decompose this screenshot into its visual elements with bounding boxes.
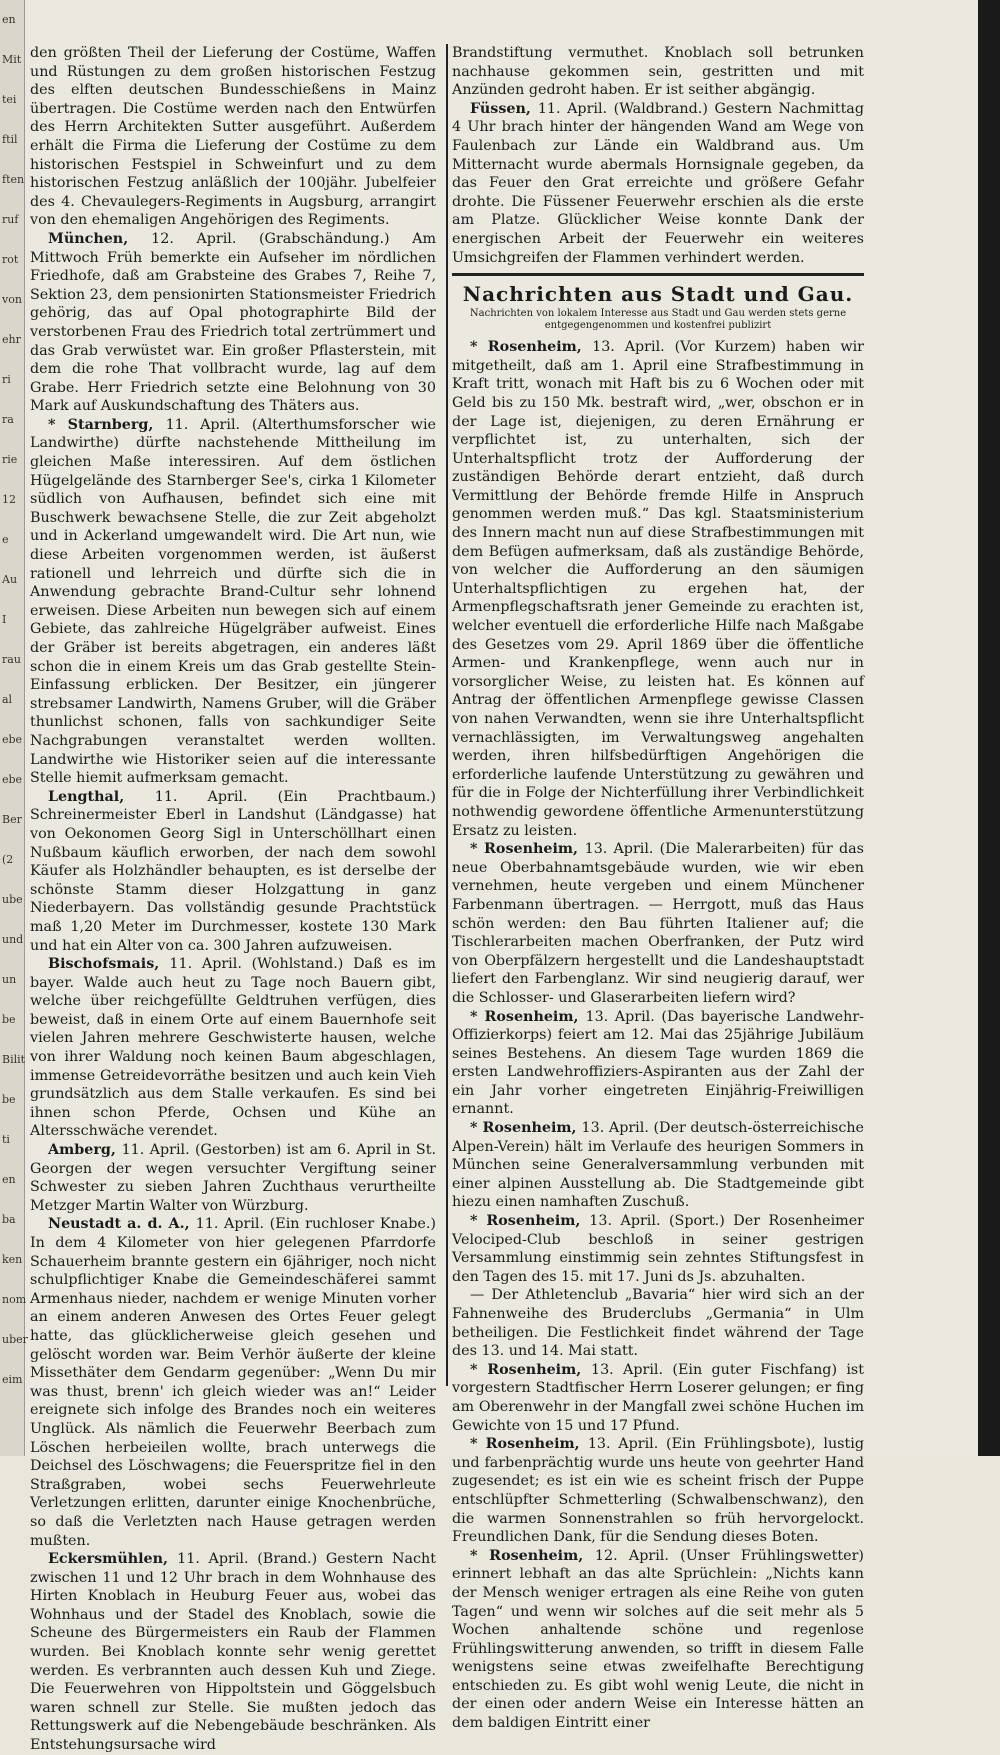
margin-fragment: rie xyxy=(2,453,18,466)
margin-fragment: ruf xyxy=(2,213,19,226)
article-text: 13. April. (Ein Frühlingsbote), lustig und farbenprächtig wurde uns heute von geehrter Hand zugesendet; es ist ein wie es scheint frisch der Puppe entschlüpfter Schmetterling (Schwalbenschwanz), den die warmen Sonnenstrahlen so früh hervorgelockt. Freundlichen Dank, für die Sendung dieses Boten. xyxy=(452,1436,864,1546)
margin-fragment: al xyxy=(2,693,13,706)
place-name: * Rosenheim, xyxy=(470,1213,590,1230)
right-article xyxy=(452,1286,864,1360)
article-text: 11. April. (Gestorben) ist am 6. April in St. Georgen der wegen versuchter Vergiftung seiner Schwester zu sieben Jahren Zuchthaus verurtheilte Metzger Martin Walter von Würzburg. xyxy=(30,1142,436,1214)
place-name: * Rosenheim, xyxy=(470,1547,595,1564)
place-name: * Rosenheim, xyxy=(470,1008,586,1025)
right-article xyxy=(452,1435,864,1547)
margin-fragment: en xyxy=(2,13,16,26)
margin-fragment: Au xyxy=(2,573,18,586)
margin-fragment: Bilit xyxy=(2,1053,26,1066)
article-text: 11. April. (Brand.) Gestern Nacht zwischen 11 und 12 Uhr brach in dem Wohnhause des Hirten Knoblach in Heuburg Feuer aus, wobei das Wohnhaus und der Stadel des Knoblach, sowie die Scheune des Bürgermeisters ein Raub der Flammen wurden. Bei Knoblach konnte sehr wenig gerettet werden. Es verbrannten auch dessen Kuh und Ziege. Die Feuerwehren von Hippoltstein und Göggelsbuch waren schnell zur Stelle. Sie mußten jedoch das Rettungswerk auf die Nebengebäude beschränken. Als Entstehungsursache wird xyxy=(30,1551,436,1754)
place-name: * Rosenheim, xyxy=(470,1436,588,1453)
adjacent-page-edge xyxy=(0,0,28,1456)
article-text: 11. April. (Waldbrand.) Gestern Nachmittag 4 Uhr brach hinter der hängenden Wand am Wege von Faulenbach zur Lände ein Waldbrand aus. Um Mitternacht wurde abermals Hornsignale gegeben, da das Feuer den Grat erreichte und größere Gefahr drohte. Die Füssener Feuerwehr erschien als die erste am Platze. Glücklicher Weise konnte Dank der energischen Arbeit der Feuerwehr ein weiteres Umsichgreifen der Flammen verhindert werden. xyxy=(452,100,864,266)
margin-fragment: ehr xyxy=(2,333,21,346)
place-name: Lengthal, xyxy=(48,788,155,805)
margin-fragment: von xyxy=(2,293,22,306)
place-name: Eckersmühlen, xyxy=(48,1551,178,1568)
margin-fragment: be xyxy=(2,1013,16,1026)
margin-fragment: Mit xyxy=(2,53,22,66)
place-name: * Starnberg, xyxy=(48,416,166,433)
article-text: 11. April. (Ein ruchloser Knabe.) In dem 4 Kilometer von hier gelegenen Pfarrdorfe Schauerheim brannte gestern ein 6jähriger, noch nicht schulpflichtiger Knabe die Gemeindeschäferei sammt Armenhaus nieder, nachdem er wenige Minuten vorher an einem anderen Anwesen des Ortes Feuer gelegt hatte, das glücklicherweise gleich gesehen und gelöscht worden war. Beim Verhör äußerte der kleine Missethäter dem Gendarm gegenüber: „Wenn Du mir was thust, brenn' ich gleich wieder was an!“ Leider ereignete sich infolge des Brandes noch ein weiteres Unglück. Als nämlich die Feuerwehr Beerbach zum Löschen herbeieilen wollte, brach unterwegs die Deichsel des Löschwagens; die Feuerspritze fiel in den Straßgraben, wobei sechs Feuerwehrleute Verletzungen erlitten, darunter einige Knochenbrüche, so daß die Verletzten nach Hause getragen werden mußten. xyxy=(30,1216,436,1549)
margin-fragment: eim xyxy=(2,1373,23,1386)
margin-fragment: e xyxy=(2,533,9,546)
section-heading-block xyxy=(452,273,864,332)
margin-fragment: ti xyxy=(2,1133,10,1146)
article-text: Brandstiftung vermuthet. Knoblach soll betrunken nachhause gekommen sein, gestritten und mit Anzünden gedroht haben. Er ist seither abgängig. xyxy=(452,45,864,99)
section-note: Nachrichten von lokalem Interesse aus Stadt und Gau werden stets gerne entgegengenommen und kostenfrei publizirt xyxy=(469,308,847,332)
article-text: 13. April. (Ein guter Fischfang) ist vorgestern Stadtfischer Herrn Loserer gelungen; er fing am Oberenwehr in der Mangfall zwei schöne Huchen im Gewichte von 15 und 17 Pfund. xyxy=(452,1361,864,1434)
right-article xyxy=(452,1361,864,1435)
left-article xyxy=(30,416,436,788)
left-article xyxy=(30,955,436,1141)
right-article xyxy=(452,1119,864,1212)
margin-fragment: ube xyxy=(2,893,23,906)
right-column-top xyxy=(452,44,864,267)
article-text: den größten Theil der Lieferung der Costüme, Waffen und Rüstungen zu dem großen historischen Festzug des elften deutschen Bundesschießens in Mainz übertragen. Die Costüme werden nach den Entwürfen des Herrn Architekten Sutter ausgeführt. Außerdem erhält die Firma die Lieferung der Costüme zu dem historischen Festspiel in Schweinfurt und zu dem historischen Festzug anläßlich der 100jähr. Jubelfeier des 4. Chevaulegers-Regiments in Augsburg, arrangirt von den ehemaligen Angehörigen des Regiments. xyxy=(30,45,436,229)
article-text: 11. April. (Ein Prachtbaum.) Schreinermeister Eberl in Landshut (Ländgasse) hat von Oekonomen Georg Sigl in Unterschöllhart einen Nußbaum käuflich erworben, der nach dem sowohl Käufer als Holzhändler behaupten, es ist derselbe der schönste Stamm dieser Holzgattung in ganz Niederbayern. Das vollständig gesunde Prachtstück maß 1,20 Meter im Durchmesser, kostete 130 Mark und hat ein Alter von ca. 300 Jahren aufzuweisen. xyxy=(30,788,436,954)
margin-fragment: ba xyxy=(2,1213,16,1226)
place-name: * Rosenheim, xyxy=(470,841,585,858)
article-text: 13. April. (Die Malerarbeiten) für das neue Oberbahnamtsgebäude wurden, wie wir eben vernehmen, heute vergeben und einem Münchener Farbenmann übertragen. — Herrgott, muß das Haus schön werden: den Bau führten Italiener auf; die Tischlerarbeiten machen Oberfranken, der Putz wird von Oberpfälzern hergestellt und die Landeshauptstadt liefert den Farbenglanz. Wir sind neugierig darauf, wer die Schlosser- und Glaserarbeiten liefern wird? xyxy=(452,841,864,1006)
place-name: * Rosenheim, xyxy=(470,339,593,356)
left-article xyxy=(30,1215,436,1550)
margin-fragment: ftil xyxy=(2,133,18,146)
margin-fragment: 12 xyxy=(2,493,16,506)
place-name: Füssen, xyxy=(470,100,538,117)
place-name: Bischofsmais, xyxy=(48,956,170,973)
margin-fragment: ften xyxy=(2,173,25,186)
right-column-news xyxy=(452,338,864,1733)
article-text: 13. April. (Vor Kurzem) haben wir mitgetheilt, daß am 1. April eine Strafbestimmung in Kraft tritt, wonach mit Haft bis zu 6 Wochen oder mit Geld bis zu 150 Mk. bestraft wird, „wer, obschon er in der Lage ist, diejenigen, zu deren Ernährung er verpflichtet ist, zu unterhalten, sich der Unterhaltspflicht trotz der Aufforderung der zuständigen Behörde derart entzieht, daß durch Vermittlung der Behörde fremde Hilfe in Anspruch genommen werden muß.“ Das kgl. Staatsministerium des Innern macht nun auf diese Strafbestimmungen mit dem Befügen aufmerksam, daß als zuständige Behörde, von welcher die Aufforderung an den säumigen Unterhaltspflichtigen zu ergehen hat, der Armenpflegschaftsrath jener Gemeinde zu erachten ist, welcher eventuell die erforderliche Hilfe nach Maßgabe des Gesetzes vom 29. April 1869 über die öffentliche Armen- und Krankenpflege, wenn auch nur in vorsorglicher Weise, zu leisten hat. Es können auf Antrag der öffentlichen Armenpflege gewisse Classen von nahen Verwandten, wenn sie ihre Unterhaltspflicht vernachlässigten, im Verwaltungsweg angehalten werden, ihren hilfsbedürftigen Angehörigen die erforderliche laufende Unterstützung zu gewähren und für die in Folge der Nichterfüllung ihrer Verbindlichkeit nothwendig gewordene öffentliche Armenunterstützung Ersatz zu leisten. xyxy=(452,339,864,839)
left-article xyxy=(30,44,436,230)
scan-border xyxy=(978,0,1000,1456)
article-text: 13. April. (Der deutsch-österreichische Alpen-Verein) hält im Verlaufe des heurigen Sommers in München seine Generalversammlung verbunden mit einer alpinen Ausstellung ab. Die Stadtgemeinde gibt hiezu einen namhaften Zuschuß. xyxy=(452,1120,864,1211)
right-top-article xyxy=(452,44,864,100)
margin-fragment: rau xyxy=(2,653,21,666)
margin-fragment: uber xyxy=(2,1333,28,1346)
margin-fragment: ebe xyxy=(2,733,23,746)
article-text: 12. April. (Unser Frühlingswetter) erinnert lebhaft an das alte Sprüchlein: „Nichts kann der Mensch weniger ertragen als eine Reihe von guten Tagen“ und wenn wir solches auf die seit mehr als 5 Wochen anhaltende schöne und regenlose Frühlingswitterung anwenden, so trifft in diesem Falle wenigstens seine etwas zweifelhafte Berechtigung entschieden zu. Es gibt wohl wenig Leute, die nicht in der einen oder andern Weise ein Interesse hätten an dem baldigen Eintritt einer xyxy=(452,1547,864,1732)
margin-fragment: und xyxy=(2,933,24,946)
article-text: 13. April. (Sport.) Der Rosenheimer Velociped-Club beschloß in seiner gestrigen Versammlung einstimmig sein zehntes Stiftungsfest in den Tagen des 15. mit 17. Juni ds Js. abzuhalten. xyxy=(452,1213,864,1285)
margin-fragment: un xyxy=(2,973,17,986)
article-text: — Der Athletenclub „Bavaria“ hier wird sich an der Fahnenweihe des Bruderclubs „Germania“ in Ulm betheiligen. Die Festlichkeit findet während der Tage des 13. und 14. Mai statt. xyxy=(452,1287,864,1360)
margin-fragment: ken xyxy=(2,1253,23,1266)
right-article xyxy=(452,1547,864,1733)
margin-fragment: en xyxy=(2,1173,16,1186)
right-article xyxy=(452,1008,864,1120)
margin-fragment: (2 xyxy=(2,853,14,866)
article-text: 12. April. (Grabschändung.) Am Mittwoch Früh bemerkte ein Aufseher im nördlichen Friedhofe, daß am Grabsteine des Grabes 7, Reihe 7, Sektion 23, dem pensionirten Stationsmeister Friedrich gehörig, das auf Opal photographirte Bild der verstorbenen Frau des Friedrich total zertrümmert und das Grab verwüstet war. Ein großer Pflasterstein, mit dem die rohe That vollbracht wurde, lag auf dem Grabe. Herr Friedrich setzte eine Belohnung von 30 Mark auf Auskundschaftung des Thäters aus. xyxy=(30,230,436,415)
margin-fragment: ebe xyxy=(2,773,23,786)
right-top-article xyxy=(452,100,864,267)
left-article xyxy=(30,1550,436,1755)
right-column xyxy=(452,44,864,1733)
margin-fragment: rot xyxy=(2,253,19,266)
place-name: * Rosenheim, xyxy=(470,1361,591,1378)
place-name: München, xyxy=(48,230,152,247)
place-name: * Rosenheim, xyxy=(470,1120,582,1137)
margin-fragment: ra xyxy=(2,413,14,426)
right-article xyxy=(452,1212,864,1286)
right-article xyxy=(452,840,864,1007)
margin-fragment: ri xyxy=(2,373,11,386)
left-article xyxy=(30,788,436,955)
place-name: Neustadt a. d. A., xyxy=(48,1216,196,1233)
margin-fragment: be xyxy=(2,1093,16,1106)
margin-fragment: tei xyxy=(2,93,17,106)
left-article xyxy=(30,230,436,416)
article-text: 11. April. (Alterthumsforscher wie Landwirthe) dürfte nachstehende Mittheilung im gleichen Maße interessiren. Auf dem östlichen Hügelgelände des Starnberger See's, cirka 1 Kilometer südlich von Aufhausen, befindet sich eine mit Buschwerk bewachsene Stelle, die zur Zeit abgeholzt und in Ackerland umgewandelt wird. Die Art nun, wie diese Arbeiten vorgenommen werden, ist äußerst rationell und lehrreich und dürfte sich die in Anwendung gebrachte Brand-Cultur sehr lohnend erweisen. Diese Arbeiten nun bewegen sich auf einem Gebiete, das zahlreiche Hügelgräber aufweist. Eines der Gräber ist bereits abgetragen, ein anderes läßt schon die in einem Kreis um das Grab gestellte Stein-Einfassung erblicken. Der Besitzer, ein jüngerer strebsamer Landwirth, Namens Gruber, will die Gräber thunlichst schonen, falls von sachkundiger Seite Nachgrabungen veranstaltet werden wollten. Landwirthe wie Historiker seien auf die interessante Stelle hiemit aufmerksam gemacht. xyxy=(30,416,436,787)
section-heading: Nachrichten aus Stadt und Gau. xyxy=(462,282,854,307)
article-text: 13. April. (Das bayerische Landwehr-Offizierkorps) feiert am 12. Mai das 25jährige Jubiläum seines Bestehens. An diesem Tage wurden 1869 die ersten Landwehroffiziers-Aspiranten aus der Zahl der ein Jahr vorher eingetreten Einjährig-Freiwilligen ernannt. xyxy=(452,1008,864,1118)
column-divider xyxy=(446,44,448,1386)
left-article xyxy=(30,1141,436,1215)
margin-fragment: nom xyxy=(2,1293,27,1306)
place-name: Amberg, xyxy=(48,1142,122,1159)
article-text: 11. April. (Wohlstand.) Daß es im bayer. Walde auch heut zu Tage noch Bauern gibt, welche über reichgefüllte Geldtruhen verfügen, dies beweist, daß in einem Orte auf einem Bauernhofe seit vielen Jahren mehrere Geschwisterte hausen, welche von ihrer Waldung noch keinen Baum abgeschlagen, immense Getreidevorräthe besitzen und auch kein Vieh grundsätzlich aus dem Stalle verkaufen. Es sind bei ihnen schon Pferde, Ochsen und Kühe an Altersschwäche verendet. xyxy=(30,956,436,1140)
right-article xyxy=(452,338,864,840)
left-column xyxy=(30,44,436,1755)
margin-fragment: Ber xyxy=(2,813,22,826)
margin-fragment: I xyxy=(2,613,7,626)
